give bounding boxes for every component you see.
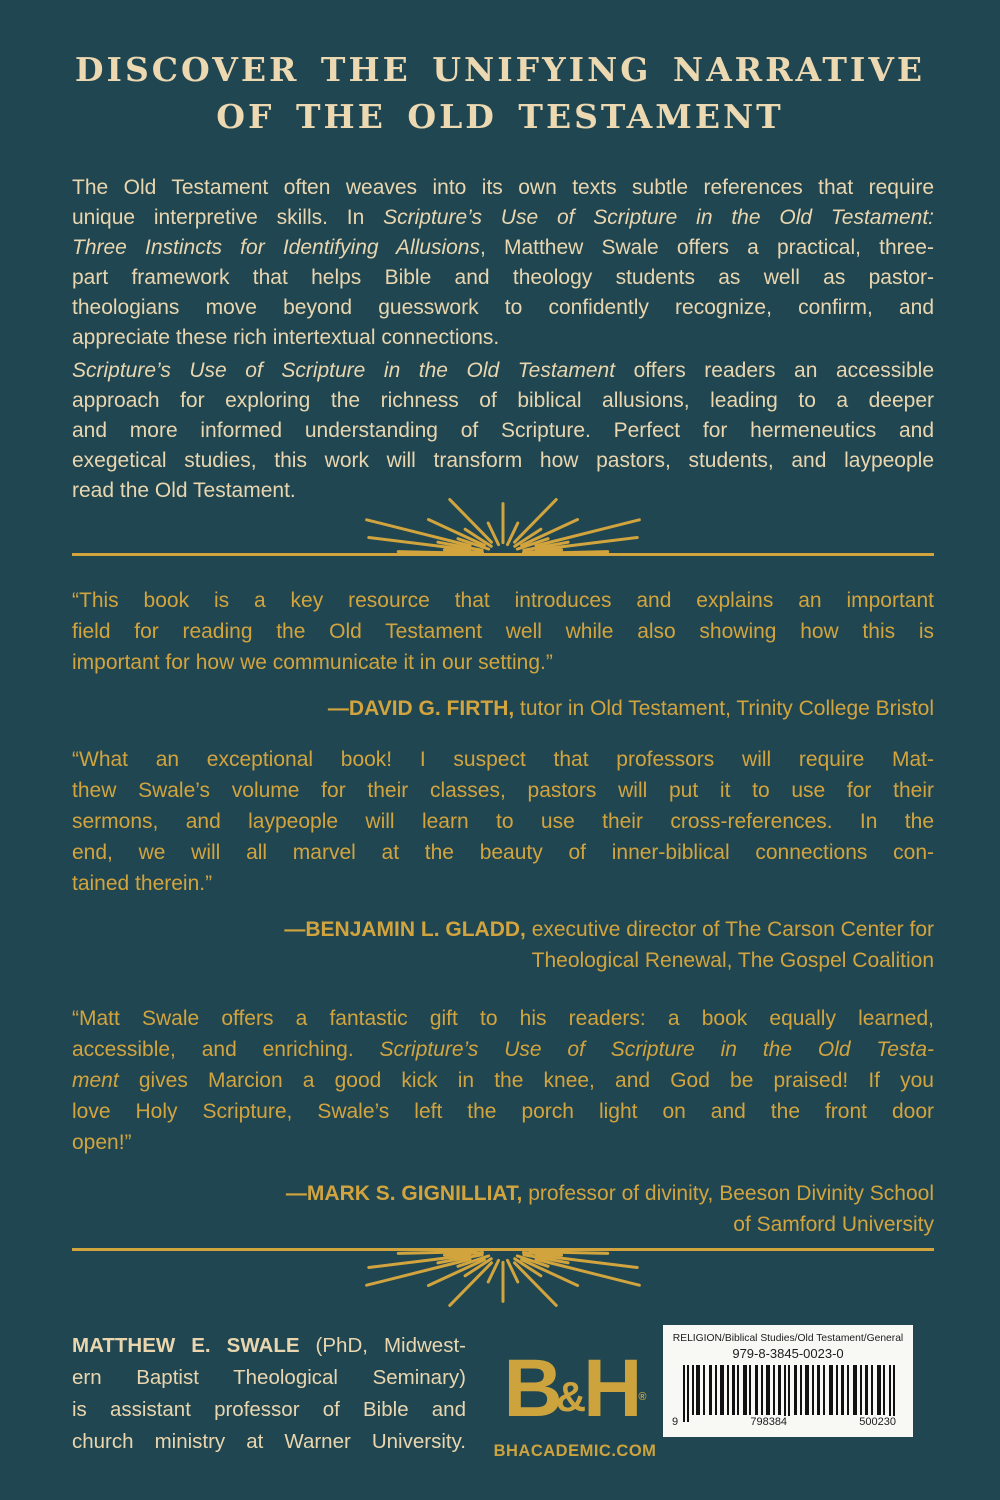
endorsement-attribution-2	[72, 914, 934, 976]
barcode-isbn: 979-8-3845-0023-0	[732, 1346, 844, 1361]
text-line: important for how we communicate it in our setting.”	[72, 651, 553, 674]
barcode-digits-group1: 798384	[747, 1416, 790, 1428]
bh-logo-letter-h: H	[583, 1343, 639, 1434]
text-line: MATTHEW E. SWALE (PhD, Midwest-	[72, 1334, 466, 1357]
endorsement-quote-2	[72, 744, 934, 899]
text-line: part framework that helps Bible and theology students as well as pastor-	[72, 266, 934, 289]
headline-line-2: OF THE OLD TESTAMENT	[216, 97, 784, 136]
text-line: —BENJAMIN L. GLADD, executive director of The Carson Center for	[284, 918, 934, 941]
text-line: exegetical studies, this work will transform how pastors, students, and laypeople	[72, 449, 934, 472]
text-line: thew Swale’s volume for their classes, pastors will put it to use for their	[72, 779, 934, 802]
sunburst-divider-bottom	[72, 1246, 934, 1310]
text-line: —MARK S. GIGNILLIAT, professor of divinity, Beeson Divinity School	[285, 1182, 934, 1205]
text-line: ern Baptist Theological Seminary)	[72, 1366, 466, 1389]
text-line: field for reading the Old Testament well while also showing how this is	[72, 620, 934, 643]
endorsement-quote-1	[72, 585, 934, 678]
text-line: church ministry at Warner University.	[72, 1430, 466, 1453]
bh-logo	[487, 1343, 663, 1434]
text-line: end, we will all marvel at the beauty of inner-biblical connections con-	[72, 841, 934, 864]
footer	[0, 1322, 1000, 1500]
endorsement-quote-3	[72, 1003, 934, 1158]
intro-paragraph-2	[72, 356, 934, 506]
publisher-website: BHACADEMIC.COM	[493, 1442, 657, 1460]
text-line: ment gives Marcion a good kick in the knee, and God be praised! If you	[72, 1069, 934, 1092]
endorsement-attribution-3	[72, 1178, 934, 1240]
barcode-digit-left: 9	[669, 1416, 681, 1428]
text-line: theologians move beyond guesswork to confidently recognize, confirm, and	[72, 296, 934, 319]
text-line: Theological Renewal, The Gospel Coalition	[531, 949, 934, 972]
text-line: sermons, and laypeople will learn to use their cross-references. In the	[72, 810, 934, 833]
barcode-category: RELIGION/Biblical Studies/Old Testament/General	[672, 1333, 904, 1344]
page-title	[0, 46, 1000, 140]
text-line: and more informed understanding of Scripture. Perfect for hermeneutics and	[72, 419, 934, 442]
text-line: unique interpretive skills. In Scripture’s Use of Scripture in the Old Testament:	[72, 206, 934, 229]
text-line: of Samford University	[733, 1213, 934, 1236]
text-line: Scripture’s Use of Scripture in the Old Testament offers readers an accessible	[72, 359, 934, 382]
barcode-digits-group2: 500230	[856, 1416, 899, 1428]
barcode-digits	[663, 1416, 913, 1428]
bh-logo-ampersand: &	[555, 1373, 587, 1420]
text-line: is assistant professor of Bible and	[72, 1398, 466, 1421]
text-line: accessible, and enriching. Scripture’s Use of Scripture in the Old Testa-	[72, 1038, 934, 1061]
text-line: love Holy Scripture, Swale’s left the porch light on and the front door	[72, 1100, 934, 1123]
sunburst-down-icon	[72, 1246, 934, 1310]
registered-trademark-icon: ®	[638, 1391, 647, 1403]
text-line: —DAVID G. FIRTH, tutor in Old Testament, Trinity College Bristol	[327, 697, 934, 720]
author-bio	[72, 1330, 466, 1458]
publisher-logo	[487, 1343, 663, 1461]
intro-paragraph-1	[72, 173, 934, 353]
text-line: “Matt Swale offers a fantastic gift to his readers: a book equally learned,	[72, 1007, 934, 1030]
text-line: approach for exploring the richness of biblical allusions, leading to a deeper	[72, 389, 934, 412]
barcode-icon	[669, 1365, 907, 1423]
text-line: appreciate these rich intertextual connections.	[72, 326, 500, 349]
sunburst-up-icon	[72, 498, 934, 560]
headline-line-1: DISCOVER THE UNIFYING NARRATIVE	[74, 50, 926, 89]
text-line: “This book is a key resource that introduces and explains an important	[72, 589, 934, 612]
barcode-panel	[663, 1325, 913, 1437]
endorsement-attribution-1	[72, 693, 934, 724]
text-line: “What an exceptional book! I suspect that professors will require Mat-	[72, 748, 934, 771]
text-line: open!”	[72, 1131, 132, 1154]
text-line: tained therein.”	[72, 872, 213, 895]
text-line: Three Instincts for Identifying Allusions, Matthew Swale offers a practical, three-	[72, 236, 934, 259]
sunburst-divider-top	[72, 498, 934, 560]
text-line: The Old Testament often weaves into its own texts subtle references that require	[72, 176, 934, 199]
text-line: read the Old Testament.	[72, 479, 296, 502]
bh-logo-letter-b: B	[503, 1343, 559, 1434]
